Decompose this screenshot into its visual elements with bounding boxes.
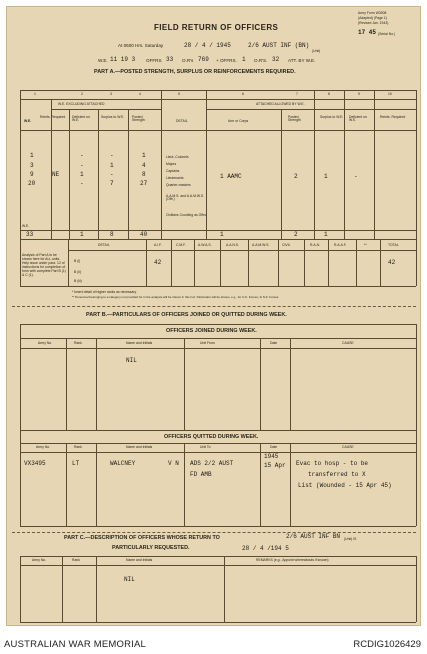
an-col-detail: DETAIL — [98, 243, 110, 247]
part-c-heading: PART C.—DESCRIPTION OF OFFICERS WHOSE RETURN TO — [64, 535, 220, 541]
hdr-posted: Posted Strength — [132, 115, 145, 123]
archive-id: RCDIG1026429 — [353, 639, 421, 650]
serial-number: 17 45 — [358, 29, 377, 36]
part-c-col-rank: Rank — [72, 558, 80, 562]
quitted-col-date: Date — [270, 445, 278, 449]
hdr-att-reinf: Reinfs. Required — [380, 115, 406, 119]
unit-name: 2/6 AUST INF (BN) — [248, 42, 310, 49]
total-def: 1 — [80, 231, 84, 238]
part-c-unit: 2/6 AUST INF BN — [286, 533, 341, 540]
joined-col-date: Date — [270, 341, 278, 345]
col-num-10: 10 — [388, 92, 392, 96]
col-num-2: 2 — [81, 92, 83, 96]
an-col-cmf: C.M.F. — [176, 243, 186, 247]
total-we: 33 — [26, 231, 34, 238]
joined-col-unit-from: Unit From — [200, 341, 215, 345]
archive-name: AUSTRALIAN WAR MEMORIAL — [4, 639, 147, 650]
part-c-date: 28 / 4 /194 5 — [242, 545, 289, 552]
an-col-other: ** — [364, 243, 367, 247]
row1-posted: 1 — [142, 152, 146, 159]
an-col-aif: A.I.F. — [154, 243, 162, 247]
quitted-initials: V N — [168, 460, 179, 467]
part-c-col-army-no: Army No. — [32, 558, 47, 562]
hdr-reinf: Reinfs. Required — [40, 115, 66, 119]
row1-def: - — [80, 152, 84, 159]
unit-label: (Unit) — [312, 49, 321, 53]
field-return-form — [6, 6, 421, 626]
form-title: FIELD RETURN OF OFFICERS — [154, 23, 279, 32]
total-att-arm: 1 — [220, 231, 224, 238]
row3-sur: - — [110, 171, 114, 178]
an-aif-value: 42 — [154, 259, 162, 266]
or-value: 769 — [198, 56, 209, 63]
form-sub: (Adapted) (Page 1) — [358, 16, 387, 20]
hdr-deficient: Deficient on W.E. — [72, 115, 90, 123]
rank-civilians: Civilians Counting as Offrs. — [166, 213, 207, 217]
an-row-b1: B (i) — [74, 259, 81, 263]
col-num-5: 5 — [178, 92, 180, 96]
analysis-note: Analysis of Part A to be shown here for ALL units. Help issue under para. 12 of instructions for completion of form with complete Part B (1) & C (1). — [22, 253, 66, 277]
totals-label: W.E. — [22, 224, 30, 228]
total-att-posted: 2 — [294, 231, 298, 238]
part-c-heading-2: PARTICULARLY REQUESTED. — [112, 545, 190, 551]
archive-footer — [0, 634, 427, 654]
quitted-cause-2: transferred to X — [308, 471, 366, 478]
quitted-rank: LT — [72, 460, 80, 467]
an-col-aamws: A.A.M.W.S. — [252, 243, 270, 247]
quitted-date-year: 1945 — [264, 453, 279, 460]
total-sur: 8 — [110, 231, 114, 238]
an-col-civil: CIVIL — [282, 243, 291, 247]
we-excl-label: W.E. EXCLUDING ATTACHED — [58, 102, 105, 106]
quitted-col-cause: CAUSE — [342, 445, 354, 449]
col-num-7: 7 — [296, 92, 298, 96]
row2-def: - — [80, 162, 84, 169]
quitted-unit-to-2: FD AMB — [190, 471, 212, 478]
quitted-heading: OFFICERS QUITTED DURING WEEK. — [164, 434, 259, 440]
quitted-unit-to: ADS 2/2 AUST — [190, 460, 234, 467]
part-b-heading: PART B.—PARTICULARS OF OFFICERS JOINED OR QUITTED DURING WEEK. — [86, 312, 287, 318]
part-c-col-name: Name and Initials — [126, 558, 153, 562]
an-col-raaf: R.A.A.F. — [334, 243, 347, 247]
row2-posted: 4 — [142, 162, 146, 169]
hdr-we: W.E. — [24, 119, 32, 123]
hdr-surplus: Surplus to W.E. — [101, 115, 125, 119]
row3-def: 1 — [80, 171, 84, 178]
quitted-col-army-no: Army No. — [36, 445, 51, 449]
quitted-col-name: Name and Initials — [126, 445, 153, 449]
quitted-date: 15 Apr — [264, 462, 286, 469]
joined-col-name: Name and Initials — [126, 341, 153, 345]
ors2-value: 32 — [272, 56, 280, 63]
row3-posted: 8 — [142, 171, 146, 178]
quitted-col-rank: Rank — [74, 445, 82, 449]
offrs-value: 33 — [166, 56, 174, 63]
an-row-b2: B (ii) — [74, 270, 81, 274]
part-c-nil: NIL — [124, 576, 135, 583]
col-num-3: 3 — [110, 92, 112, 96]
rank-captains: Captains — [166, 169, 180, 173]
total-posted: 40 — [140, 231, 148, 238]
quitted-cause-3: List (Wounded - 15 Apr 45) — [298, 482, 392, 489]
rank-lt-col: Lieut.-Colonels — [166, 155, 189, 159]
row4-posted: 27 — [140, 180, 148, 187]
row3-reinf: NE — [52, 171, 60, 178]
col-num-4: 4 — [139, 92, 141, 96]
an-col-total: TOTAL — [388, 243, 399, 247]
rank-aams: A.A.M.S. and A.A.M.W.S. (Offr.) — [166, 194, 205, 202]
quitted-col-unit-to: Unit To — [200, 445, 211, 449]
row3-we: 9 — [30, 171, 34, 178]
an-col-aans: A.A.N.S. — [226, 243, 240, 247]
footnote-1: * Insert detail of higher ranks as necessary. — [72, 290, 137, 294]
plus-offrs-label: + OFFRS. — [216, 58, 237, 63]
att-label: ATT. BY W.E. — [288, 58, 316, 63]
rank-majors: Majors — [166, 162, 177, 166]
form-edition: (Revised Jan. 1943) — [358, 21, 389, 25]
col-num-1: 1 — [34, 92, 36, 96]
we-label: W.E. — [98, 58, 108, 63]
joined-heading: OFFICERS JOINED DURING WEEK. — [166, 328, 257, 334]
attached-deficient: - — [354, 173, 358, 180]
attached-posted: 2 — [294, 173, 298, 180]
col-num-8: 8 — [328, 92, 330, 96]
an-row-b3: B (iii) — [74, 279, 82, 283]
row1-we: 1 — [30, 152, 34, 159]
row1-sur: - — [110, 152, 114, 159]
hdr-att-posted: Posted Strength — [288, 115, 301, 123]
army-form-code: Army Form W3008 — [358, 11, 387, 15]
attached-arm: 1 AAMC — [220, 173, 242, 180]
part-c-unit-label: (Unit) IS — [344, 537, 357, 541]
part-a-heading: PART A.—POSTED STRENGTH, SURPLUS OR REINFORCEMENTS REQUIRED. — [94, 69, 296, 75]
row2-we: 3 — [30, 162, 34, 169]
offrs-label: OFFRS — [146, 58, 162, 63]
col-num-9: 9 — [358, 92, 360, 96]
total-att-surplus: 1 — [324, 231, 328, 238]
or-label: O.R's — [182, 58, 194, 63]
hdr-att-surplus: Surplus to W.E. — [320, 115, 344, 119]
quitted-name: WALCNEY — [110, 460, 136, 467]
rank-lieutenants: Lieutenants — [166, 176, 184, 180]
hdr-arm-corps: Arm or Corps — [228, 119, 249, 123]
joined-nil: NIL — [126, 357, 137, 364]
plus-offrs-value: 1 — [242, 56, 246, 63]
footnote-2: ** Personnel belonging to a category not provided for in the analysis will be shown in this Col. Particulars will be shown, e.g., for U.K. Forces; 2i N.Z. Forces — [72, 295, 279, 299]
quitted-cause-1: Evac to hosp - to be — [296, 460, 369, 467]
an-col-awas: A.W.A.S. — [198, 243, 212, 247]
at-line-label: At 0600 Hrs. Saturday — [118, 43, 164, 48]
col-num-6: 6 — [242, 92, 244, 96]
attached-label: ATTACHED ALLOWED BY W.E. — [256, 102, 305, 106]
ors2-label: O.R'S. — [254, 58, 268, 63]
serial-label: (Serial No.) — [378, 32, 396, 36]
quitted-army-no: VX3495 — [24, 460, 46, 467]
hdr-att-deficient: Deficient on W.E. — [349, 115, 367, 123]
attached-surplus: 1 — [324, 173, 328, 180]
row4-def: - — [80, 180, 84, 187]
an-total-value: 42 — [388, 259, 396, 266]
return-date: 28 / 4 / 1945 — [184, 42, 231, 49]
joined-col-army-no: Army No. — [38, 341, 53, 345]
joined-col-rank: Rank — [74, 341, 82, 345]
row2-sur: 1 — [110, 162, 114, 169]
hdr-detail: DETAIL — [176, 119, 188, 123]
part-c-col-remarks: REMARKS (e.g., Appoint whereabouts if known) — [256, 558, 329, 562]
row4-we: 20 — [28, 180, 36, 187]
rank-qm: Quarter-masters — [166, 183, 191, 187]
joined-col-cause: CAUSE — [342, 341, 354, 345]
row4-sur: 7 — [110, 180, 114, 187]
an-col-ran: R.A.N. — [310, 243, 320, 247]
we-value: 11 19 3 — [110, 56, 136, 63]
